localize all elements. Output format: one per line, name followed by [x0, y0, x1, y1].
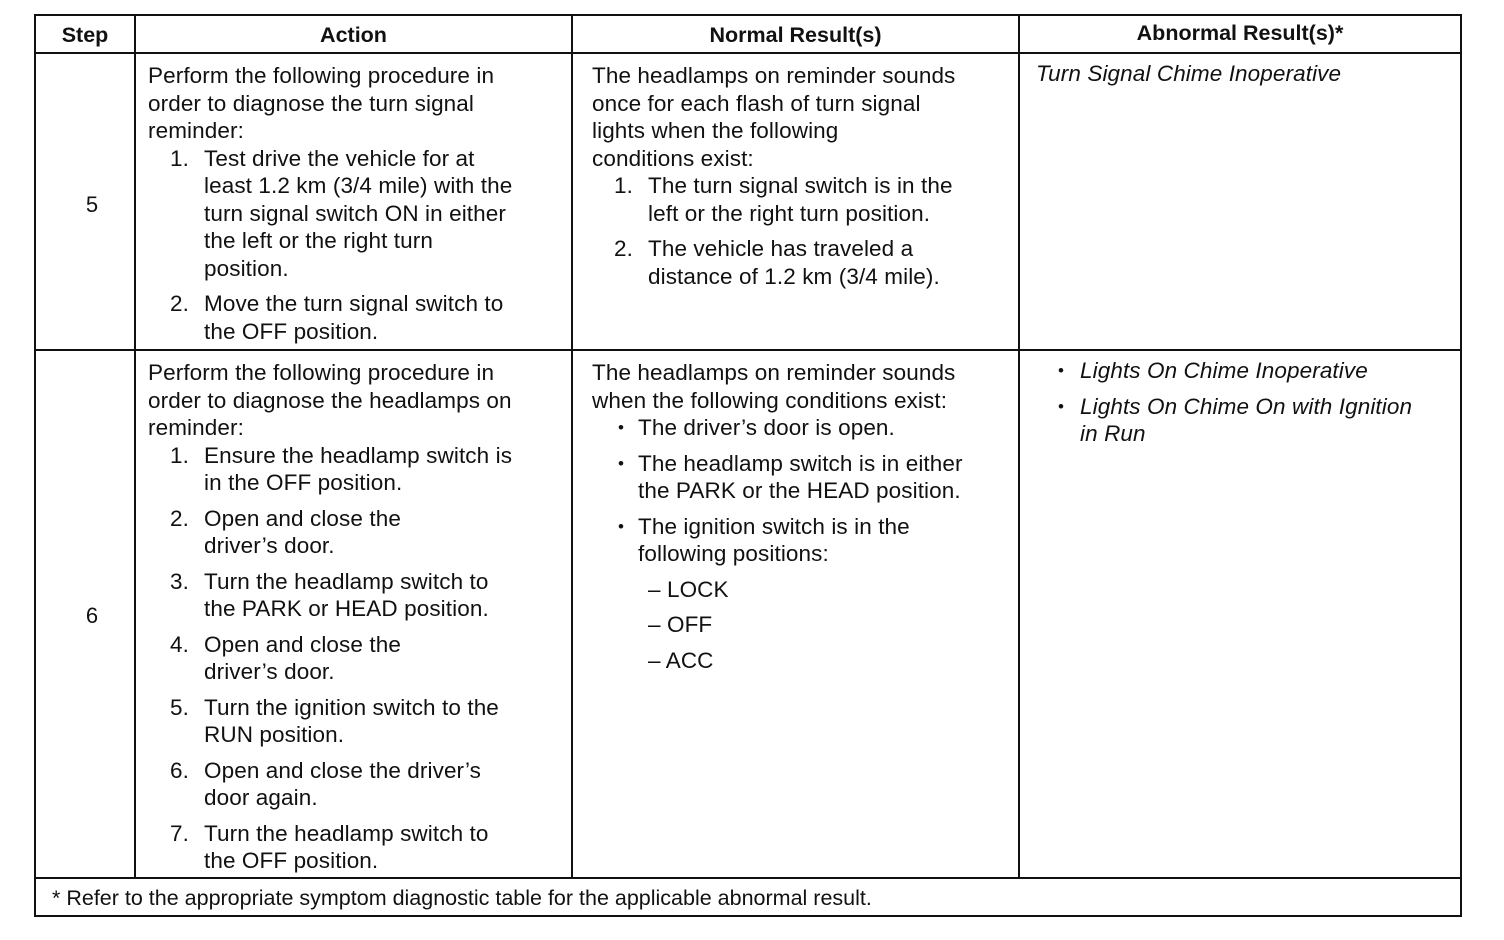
- item-line: the OFF position.: [204, 848, 379, 873]
- bullet-glyph: •: [618, 418, 625, 437]
- item-line: the OFF position.: [204, 318, 379, 344]
- action-steps-list: [148, 442, 568, 875]
- header-step: Step: [61, 23, 109, 47]
- item-number: 7.: [170, 820, 189, 846]
- item-line: turn signal switch ON in either: [204, 200, 506, 226]
- item-line: Ensure the headlamp switch is: [204, 442, 513, 468]
- header-normal-results: Normal Result(s): [709, 23, 882, 47]
- item-number: 1.: [170, 145, 189, 171]
- list-item: [592, 450, 1016, 505]
- list-item: [148, 442, 568, 497]
- item-line: The turn signal switch is in the: [648, 173, 953, 198]
- list-item: [592, 172, 1016, 227]
- item-line: the left or the right turn: [204, 228, 433, 253]
- footnote: * Refer to the appropriate symptom diagnostic table for the applicable abnormal result.: [52, 886, 872, 910]
- item-line: distance of 1.2 km (3/4 mile).: [648, 263, 940, 289]
- item-number: 2.: [170, 291, 189, 316]
- col-divider-action: [571, 14, 573, 879]
- item-line: door again.: [204, 785, 318, 810]
- item-line: driver’s door.: [204, 659, 335, 684]
- item-line: Lights On Chime Inoperative: [1080, 358, 1368, 383]
- item-line: driver’s door.: [204, 533, 335, 558]
- list-item: [1034, 393, 1458, 448]
- normal-intro-line: once for each flash of turn signal: [592, 90, 921, 116]
- normal-intro-line: The headlamps on reminder sounds: [592, 63, 956, 88]
- bullet-glyph: •: [618, 516, 625, 536]
- bullet-glyph: •: [1058, 361, 1065, 380]
- item-line: Test drive the vehicle for at: [204, 145, 475, 171]
- ignition-positions-list: [592, 576, 1016, 675]
- item-line: The headlamp switch is in either: [638, 450, 963, 476]
- item-line: following positions:: [638, 541, 829, 566]
- item-line: The vehicle has traveled a: [648, 236, 914, 261]
- item-line: RUN position.: [204, 722, 345, 747]
- item-line: in the OFF position.: [204, 470, 403, 495]
- abnormal-results-bullets: [1034, 357, 1458, 448]
- list-item: – LOCK: [648, 576, 729, 602]
- step-number-6: 6: [85, 603, 99, 628]
- item-line: least 1.2 km (3/4 mile) with the: [204, 173, 513, 198]
- list-item: [148, 290, 568, 345]
- item-number: 4.: [170, 631, 189, 657]
- list-item: [148, 757, 568, 812]
- abnormal-cell-step-5: [1036, 60, 1456, 88]
- list-item: [148, 145, 568, 283]
- step-number-5: 5: [85, 192, 99, 217]
- item-line: Open and close the: [204, 631, 401, 657]
- list-item: [592, 235, 1016, 290]
- normal-intro-line: when the following conditions exist:: [592, 387, 948, 413]
- item-number: 2.: [170, 505, 189, 531]
- header-abnormal-results: Abnormal Result(s)*: [1136, 21, 1344, 45]
- item-number: 2.: [614, 236, 633, 261]
- item-line: Turn the ignition switch to the: [204, 694, 499, 720]
- item-line: The ignition switch is in the: [638, 513, 910, 539]
- normal-cell-step-6: [592, 359, 1016, 682]
- list-item: [148, 820, 568, 875]
- normal-intro-line: conditions exist:: [592, 145, 754, 171]
- action-intro-line: Perform the following procedure in: [148, 360, 495, 385]
- action-cell-step-5: [148, 62, 568, 353]
- list-item: [592, 513, 1016, 568]
- action-steps-list: [148, 145, 568, 346]
- item-line: Lights On Chime On with Ignition: [1080, 393, 1413, 419]
- item-line: the PARK or the HEAD position.: [638, 478, 961, 503]
- item-line: left or the right turn position.: [648, 200, 931, 226]
- list-item: [1034, 357, 1458, 385]
- normal-cell-step-5: [592, 62, 1016, 298]
- list-item: [592, 414, 1016, 442]
- item-number: 5.: [170, 694, 189, 720]
- item-line: in Run: [1080, 421, 1146, 446]
- col-divider-normal: [1018, 14, 1020, 879]
- item-number: 6.: [170, 757, 189, 783]
- normal-conditions-bullets: [592, 414, 1016, 568]
- item-line: Move the turn signal switch to: [204, 291, 504, 316]
- normal-intro-line: The headlamps on reminder sounds: [592, 360, 956, 385]
- item-line: the PARK or HEAD position.: [204, 596, 489, 621]
- list-item: [148, 505, 568, 560]
- item-number: 3.: [170, 568, 189, 594]
- action-intro-line: Perform the following procedure in: [148, 63, 495, 88]
- bullet-glyph: •: [1058, 396, 1065, 416]
- list-item: [148, 694, 568, 749]
- col-divider-step: [134, 14, 136, 879]
- item-line: Open and close the: [204, 505, 401, 531]
- normal-intro-line: lights when the following: [592, 118, 839, 143]
- action-intro-line: order to diagnose the headlamps on: [148, 387, 512, 413]
- item-line: Turn the headlamp switch to: [204, 568, 489, 594]
- header-action: Action: [320, 23, 387, 47]
- action-intro-line: order to diagnose the turn signal: [148, 90, 475, 116]
- item-line: Open and close the driver’s: [204, 757, 482, 783]
- normal-conditions-list: [592, 172, 1016, 290]
- bullet-glyph: •: [618, 453, 625, 473]
- list-item: – OFF: [648, 612, 713, 637]
- item-line: position.: [204, 255, 289, 281]
- action-intro-line: reminder:: [148, 118, 244, 143]
- abnormal-cell-step-6: [1034, 357, 1458, 456]
- action-intro-line: reminder:: [148, 415, 244, 440]
- list-item: – ACC: [648, 647, 714, 673]
- header-divider: [34, 52, 1462, 54]
- action-cell-step-6: [148, 359, 568, 883]
- abnormal-result-text: Turn Signal Chime Inoperative: [1036, 61, 1342, 86]
- item-line: The driver’s door is open.: [638, 415, 895, 440]
- item-number: 1.: [170, 442, 189, 468]
- list-item: [148, 631, 568, 686]
- item-number: 1.: [614, 173, 633, 198]
- item-line: Turn the headlamp switch to: [204, 820, 489, 846]
- list-item: [148, 568, 568, 623]
